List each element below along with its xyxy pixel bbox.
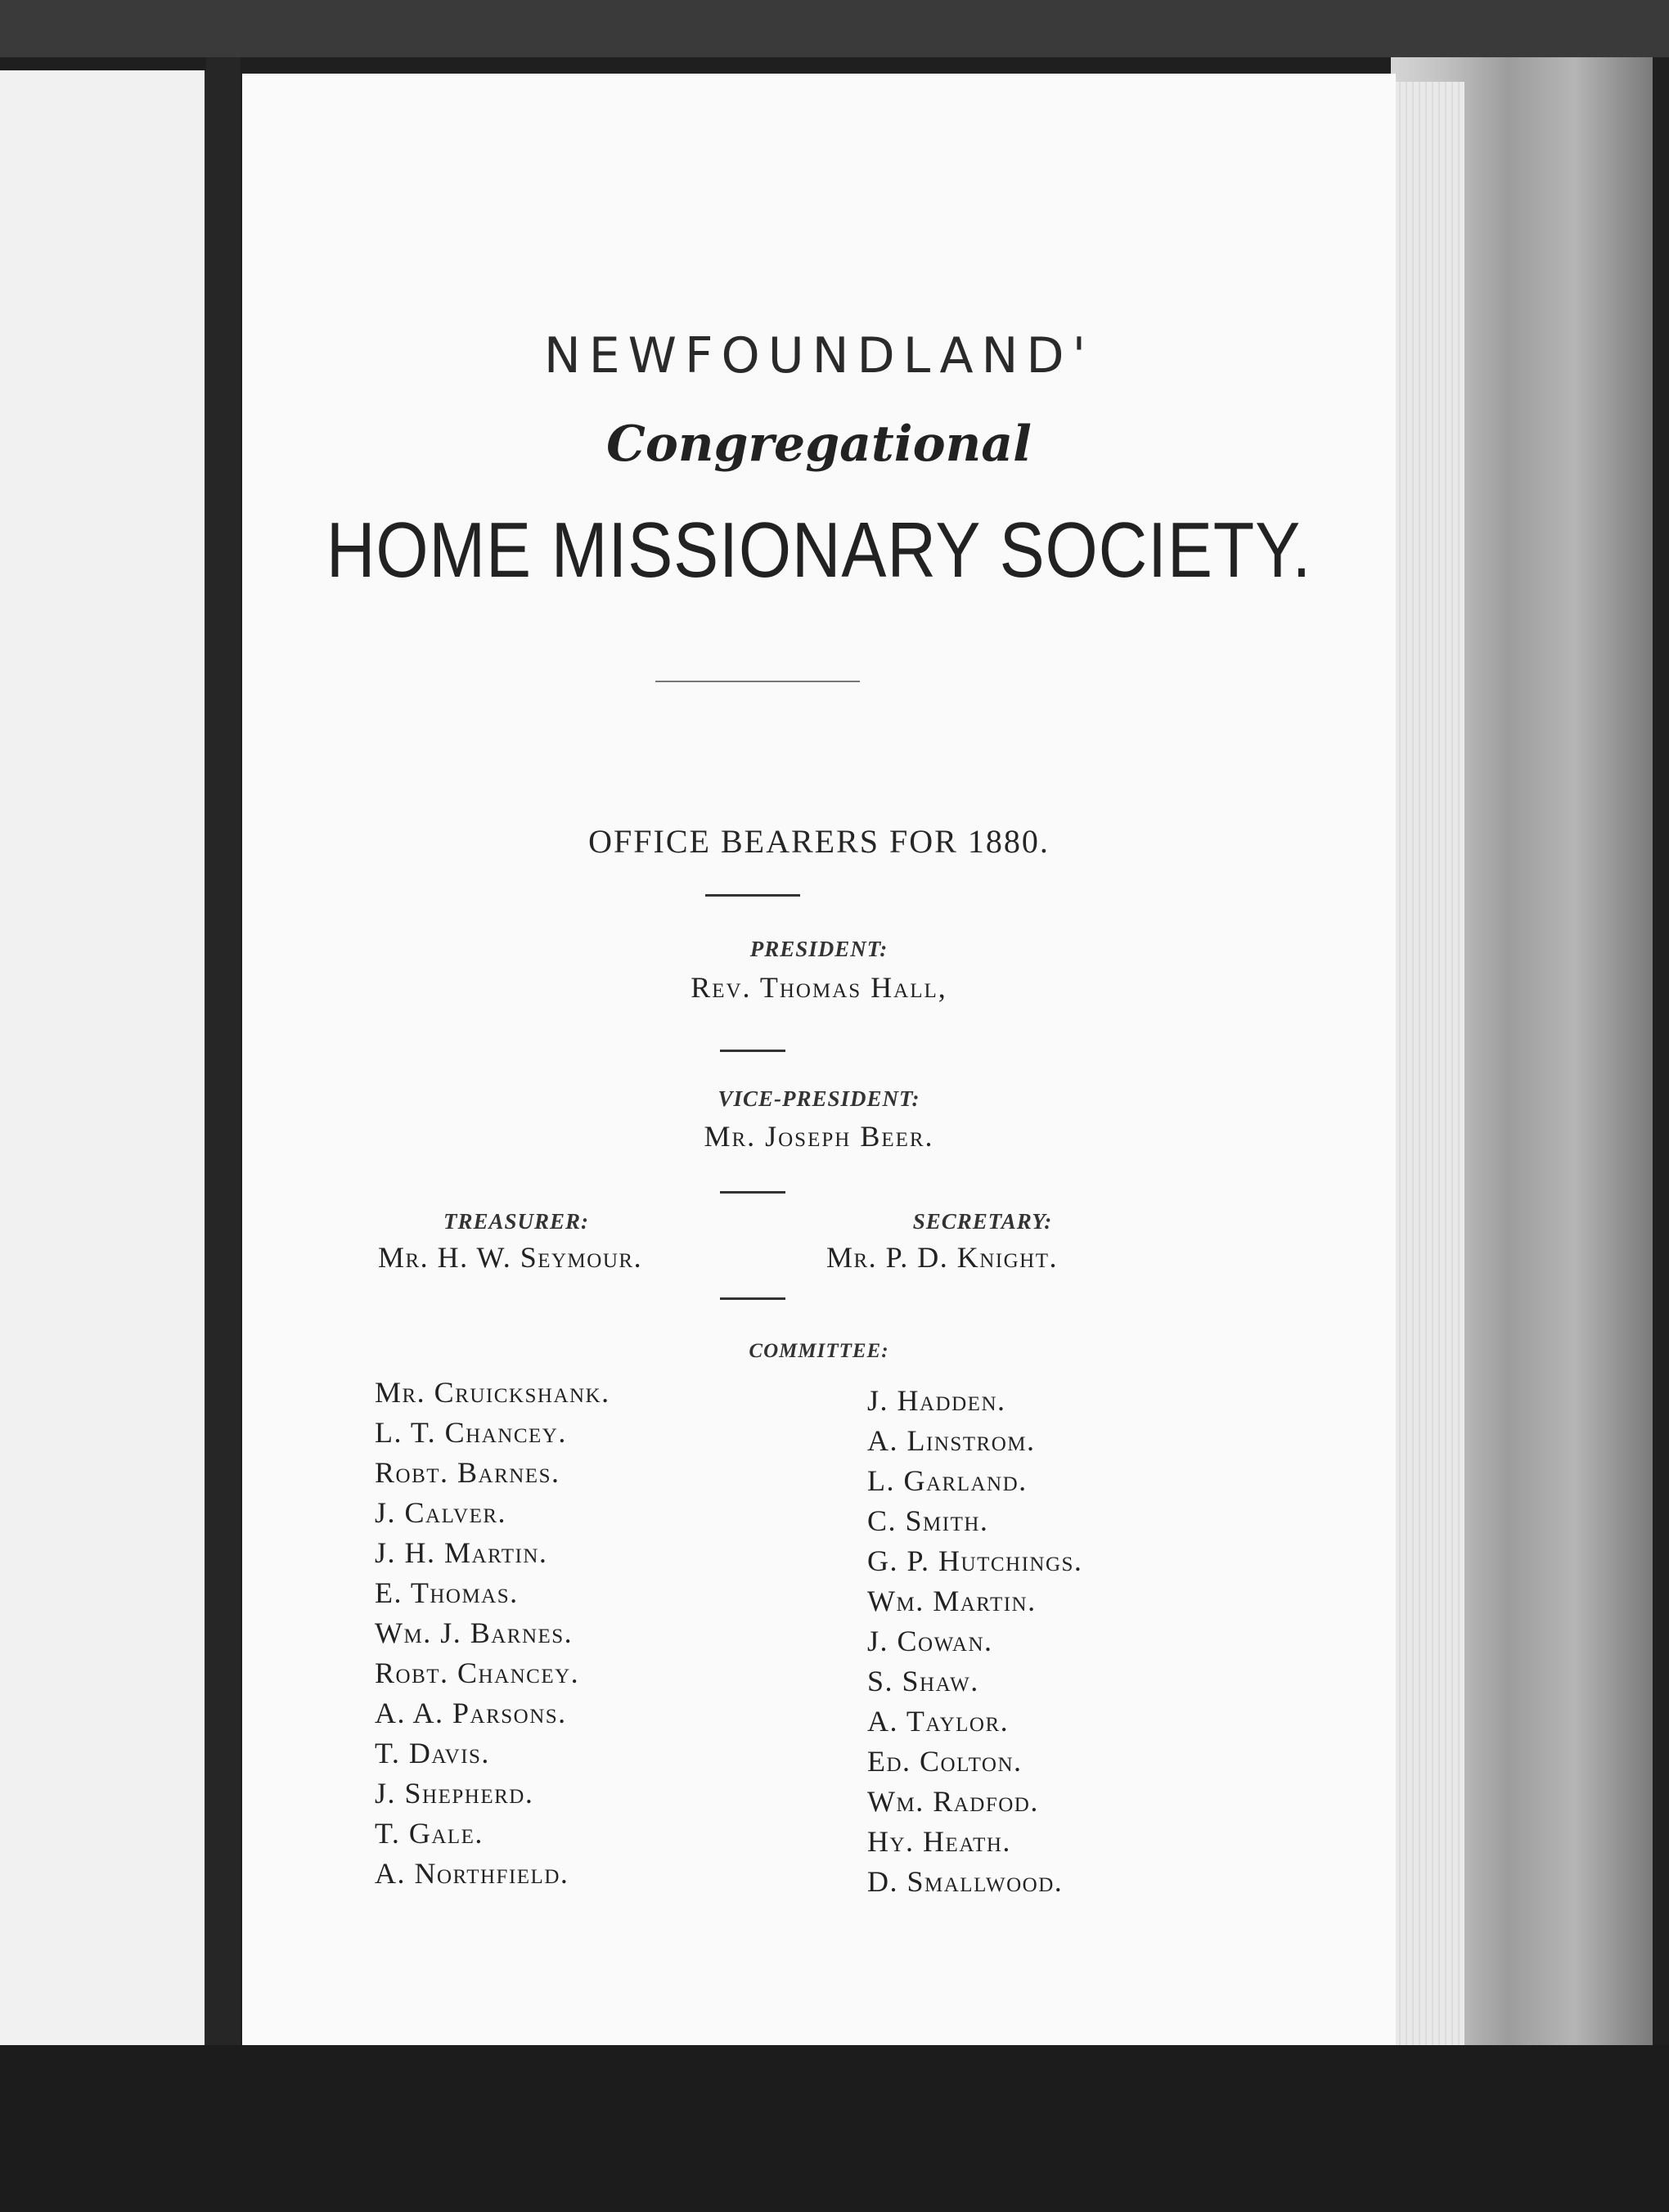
committee-member: J. Cowan. [867,1625,993,1657]
book-gutter [206,57,241,2070]
committee-member: D. Smallwood. [867,1865,1064,1898]
divider [720,1297,785,1300]
treasurer-name: Mr. H. W. Seymour. [378,1241,643,1274]
committee-member: E. Thomas. [375,1576,519,1609]
divider [720,1191,785,1194]
committee-member: C. Smith. [867,1504,989,1537]
secretary-label: SECRETARY: [912,1209,1053,1234]
committee-member: J. H. Martin. [375,1536,548,1569]
title-congregational: Congregational [606,416,1032,473]
scanner-background-top [0,0,1669,57]
committee-member: J. Hadden. [867,1384,1006,1417]
committee-member: T. Gale. [375,1817,484,1850]
committee-member: Robt. Chancey. [375,1657,580,1689]
committee-right-column [867,1381,1082,1902]
left-page [0,70,209,2050]
committee-member: J. Shepherd. [375,1777,534,1810]
committee-member: Hy. Heath. [867,1825,1011,1858]
committee-member: J. Calver. [375,1496,507,1529]
title-society: HOME MISSIONARY SOCIETY. [326,506,1312,594]
committee-member: Wm. Radfod. [867,1785,1039,1818]
divider [720,1050,785,1052]
committee-member: G. P. Hutchings. [867,1544,1083,1577]
committee-member: Ed. Colton. [867,1745,1023,1778]
committee-member: A. Taylor. [867,1705,1010,1738]
document-page [242,74,1396,2045]
president-name: Rev. Thomas Hall, [691,971,947,1004]
president-label: PRESIDENT: [749,937,888,961]
title-newfoundland: NEWFOUNDLAND' [543,327,1095,384]
committee-member: L. T. Chancey. [375,1416,567,1449]
scanner-background-bottom [0,2045,1669,2212]
committee-member: A. Northfield. [375,1857,569,1890]
committee-member: A. A. Parsons. [375,1697,567,1729]
vice-president-label: VICE-PRESIDENT: [718,1086,920,1111]
committee-member: Mr. Cruickshank. [375,1376,610,1409]
title-divider [655,681,860,682]
committee-member: L. Garland. [867,1464,1028,1497]
committee-member: Robt. Barnes. [375,1456,560,1489]
committee-member: S. Shaw. [867,1665,979,1697]
committee-member: Wm. Martin. [867,1585,1037,1617]
treasurer-label: TREASURER: [443,1209,590,1234]
office-bearers-heading: OFFICE BEARERS FOR 1880. [588,823,1050,860]
committee-label: COMMITTEE: [749,1340,889,1362]
committee-member: Wm. J. Barnes. [375,1616,574,1649]
committee-member: A. Linstrom. [867,1424,1036,1457]
committee-member: T. Davis. [375,1737,490,1769]
divider [705,894,800,897]
committee-left-column [375,1373,610,1894]
vice-president-name: Mr. Joseph Beer. [704,1120,934,1153]
secretary-name: Mr. P. D. Knight. [826,1241,1058,1274]
